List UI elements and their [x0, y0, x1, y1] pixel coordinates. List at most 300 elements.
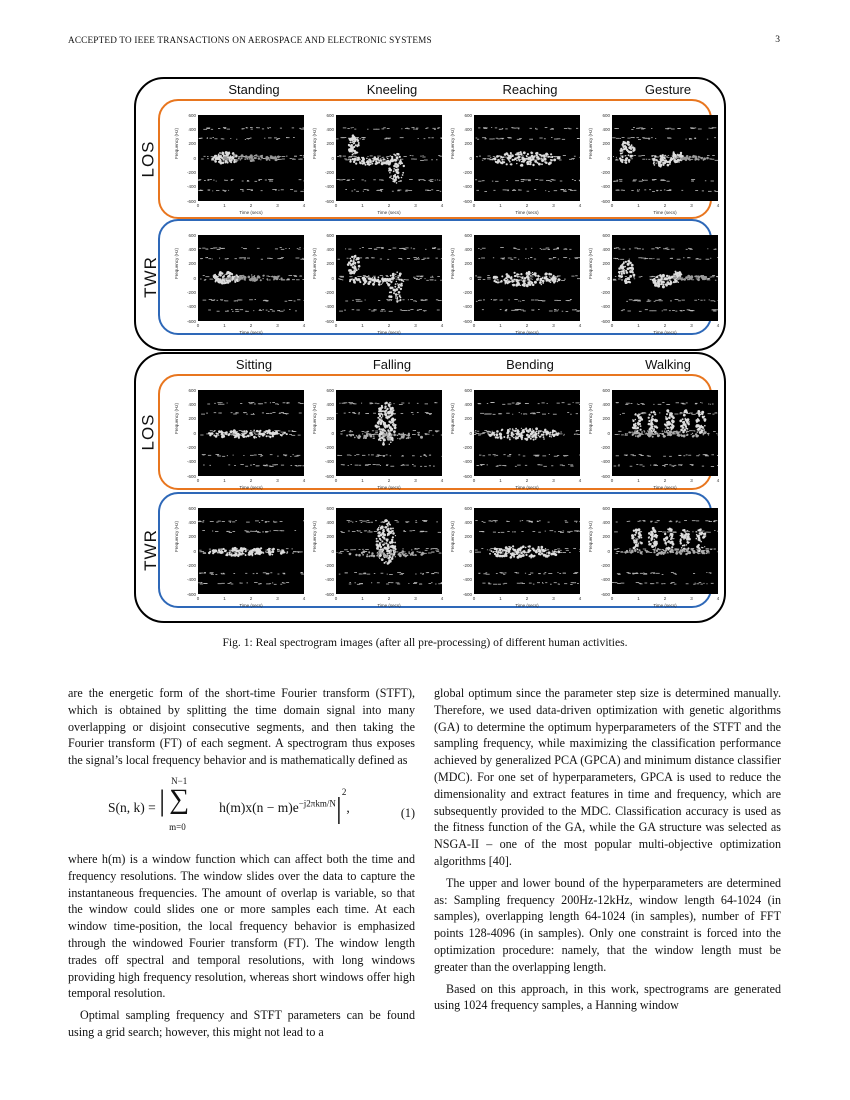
x-axis-label: Time (secs): [239, 485, 263, 490]
x-tick-label: 2: [663, 323, 667, 328]
x-tick-label: 0: [472, 323, 476, 328]
y-axis-label: Frequency (Hz): [588, 402, 593, 434]
y-tick-label: -600: [324, 318, 334, 324]
x-tick-label: 0: [472, 596, 476, 601]
x-tick-label: 4: [302, 323, 306, 328]
x-tick-label: 4: [440, 203, 444, 208]
y-tick-label: 400: [464, 401, 472, 407]
y-tick-label: 0: [193, 430, 196, 436]
y-tick-label: 600: [326, 112, 334, 118]
x-tick-label: 0: [334, 323, 338, 328]
y-tick-label: -200: [600, 169, 610, 175]
y-axis-ticks: [322, 387, 334, 479]
y-tick-label: 400: [602, 126, 610, 132]
y-tick-label: -400: [324, 459, 334, 465]
y-tick-label: -400: [324, 577, 334, 583]
y-axis-label: Frequency (Hz): [174, 520, 179, 552]
spectrogram-plot: [174, 505, 306, 608]
equation-power: 2: [341, 786, 347, 797]
x-tick-label: 2: [525, 478, 529, 483]
x-tick-label: 2: [249, 478, 253, 483]
y-axis-label: Frequency (Hz): [312, 520, 317, 552]
y-tick-label: -200: [462, 289, 472, 295]
y-tick-label: -200: [462, 562, 472, 568]
x-tick-label: 2: [249, 203, 253, 208]
y-tick-label: 600: [188, 232, 196, 238]
x-tick-label: 0: [334, 203, 338, 208]
y-tick-label: 400: [326, 401, 334, 407]
x-tick-label: 3: [414, 203, 417, 208]
sum-upper: N−1: [171, 775, 188, 786]
y-axis-ticks: [460, 112, 472, 204]
x-axis-ticks: [198, 596, 304, 602]
y-tick-label: 0: [331, 275, 334, 281]
x-axis-label: Time (secs): [377, 485, 401, 490]
y-tick-label: 200: [326, 534, 334, 540]
y-tick-label: 0: [607, 430, 610, 436]
x-tick-label: 4: [716, 478, 720, 483]
x-tick-label: 1: [223, 478, 226, 483]
y-tick-label: 400: [326, 519, 334, 525]
x-tick-label: 1: [223, 596, 226, 601]
y-tick-label: -600: [186, 591, 196, 597]
y-tick-label: 400: [188, 401, 196, 407]
x-tick-label: 0: [472, 203, 476, 208]
twr-row: [140, 492, 720, 608]
y-axis-label: Frequency (Hz): [312, 127, 317, 159]
y-tick-label: 0: [607, 275, 610, 281]
y-tick-label: -200: [186, 562, 196, 568]
y-tick-label: 200: [326, 141, 334, 147]
y-tick-label: -400: [462, 184, 472, 190]
spectrogram-plot: [450, 232, 582, 335]
y-tick-label: 200: [602, 141, 610, 147]
x-tick-label: 3: [552, 478, 555, 483]
activity-title: Sitting: [235, 357, 273, 372]
x-tick-label: 1: [499, 203, 502, 208]
y-tick-label: 0: [469, 430, 472, 436]
y-axis-ticks: [322, 505, 334, 597]
y-axis-label: Frequency (Hz): [312, 247, 317, 279]
x-tick-label: 4: [302, 203, 306, 208]
y-tick-label: 0: [331, 548, 334, 554]
y-tick-label: -600: [462, 591, 472, 597]
spectrogram-plot: [588, 387, 720, 490]
paragraph: Based on this approach, in this work, spectrograms are generated using 1024 frequency samples, a Hanning window: [434, 981, 781, 1013]
y-tick-label: -600: [462, 198, 472, 204]
y-tick-label: 600: [188, 112, 196, 118]
y-tick-label: -600: [462, 318, 472, 324]
y-tick-label: 200: [326, 416, 334, 422]
page-number: 3: [775, 35, 780, 45]
activity-title: Gesture: [644, 82, 692, 97]
y-axis-ticks: [460, 505, 472, 597]
y-axis-label: Frequency (Hz): [174, 402, 179, 434]
sum-lower: m=0: [169, 821, 186, 832]
activity-title: Kneeling: [366, 82, 418, 97]
spectrogram-plot: [312, 112, 444, 215]
x-tick-label: 1: [499, 596, 502, 601]
figure-caption: Fig. 1: Real spectrogram images (after all pre-processing) of different human activities.: [222, 636, 628, 649]
x-tick-label: 3: [552, 596, 555, 601]
los-label: LOS: [138, 140, 158, 178]
x-axis-label: Time (secs): [239, 603, 263, 608]
x-axis-ticks: [336, 478, 442, 484]
y-axis-label: Frequency (Hz): [588, 247, 593, 279]
y-tick-label: 0: [193, 155, 196, 161]
x-axis-label: Time (secs): [515, 210, 539, 215]
x-tick-label: 1: [223, 203, 226, 208]
y-tick-label: 400: [188, 246, 196, 252]
x-tick-label: 1: [499, 478, 502, 483]
y-tick-label: -400: [462, 459, 472, 465]
x-tick-label: 1: [361, 323, 364, 328]
y-tick-label: 400: [464, 519, 472, 525]
y-tick-label: 0: [331, 430, 334, 436]
y-tick-label: 200: [602, 416, 610, 422]
activity-title: Falling: [372, 357, 412, 372]
x-tick-label: 2: [525, 203, 529, 208]
y-tick-label: 200: [464, 416, 472, 422]
equation-number: (1): [400, 805, 415, 820]
paragraph: The upper and lower bound of the hyperparameters are determined as: Sampling frequency 200Hz-12kHz, window length 64-1024 (in samples), overlapping length 64-1024 (in samples), number of FFT points 128-4096 (in samples). Only one constraint is forced into the optimization procedure: namely, that the window length must be greater than the overlapping length.: [434, 875, 781, 974]
y-tick-label: -400: [186, 184, 196, 190]
y-axis-label: Frequency (Hz): [588, 127, 593, 159]
y-tick-label: 200: [602, 261, 610, 267]
y-tick-label: 600: [464, 387, 472, 393]
y-axis-ticks: [184, 232, 196, 324]
x-tick-label: 2: [525, 596, 529, 601]
x-axis-label: Time (secs): [653, 603, 677, 608]
y-tick-label: 0: [193, 275, 196, 281]
spectrogram-plot: [450, 505, 582, 608]
x-tick-label: 0: [334, 596, 338, 601]
x-tick-label: 2: [387, 203, 391, 208]
x-axis-ticks: [612, 478, 718, 484]
y-tick-label: 200: [464, 534, 472, 540]
x-axis-ticks: [474, 203, 580, 209]
x-axis-ticks: [336, 203, 442, 209]
y-tick-label: 600: [602, 232, 610, 238]
y-axis-ticks: [322, 232, 334, 324]
x-tick-label: 0: [472, 478, 476, 483]
y-tick-label: -400: [186, 459, 196, 465]
x-tick-label: 3: [414, 478, 417, 483]
x-tick-label: 0: [610, 203, 614, 208]
x-axis-ticks: [612, 596, 718, 602]
figure-group-2: [134, 352, 726, 623]
x-axis-label: Time (secs): [377, 210, 401, 215]
x-tick-label: 1: [637, 596, 640, 601]
y-tick-label: 400: [188, 126, 196, 132]
x-tick-label: 3: [276, 203, 279, 208]
x-tick-label: 3: [276, 596, 279, 601]
x-axis-label: Time (secs): [515, 330, 539, 335]
y-tick-label: -600: [186, 318, 196, 324]
spectrogram-plot: [312, 505, 444, 608]
y-tick-label: -200: [324, 289, 334, 295]
x-tick-label: 0: [610, 323, 614, 328]
activity-title: Walking: [645, 357, 691, 372]
y-axis-label: Frequency (Hz): [312, 402, 317, 434]
y-tick-label: -400: [462, 304, 472, 310]
y-tick-label: -600: [324, 198, 334, 204]
spectrogram-plot: [450, 387, 582, 490]
x-tick-label: 1: [361, 478, 364, 483]
activity-title: Reaching: [502, 82, 558, 97]
x-tick-label: 3: [414, 323, 417, 328]
y-tick-label: 200: [326, 261, 334, 267]
y-axis-ticks: [322, 112, 334, 204]
y-tick-label: 400: [464, 246, 472, 252]
y-axis-label: Frequency (Hz): [174, 127, 179, 159]
y-tick-label: 600: [188, 387, 196, 393]
y-tick-label: 600: [326, 232, 334, 238]
x-tick-label: 4: [302, 596, 306, 601]
x-tick-label: 2: [387, 596, 391, 601]
activity-title: Bending: [506, 357, 554, 372]
x-tick-label: 4: [716, 596, 720, 601]
x-tick-label: 0: [196, 478, 200, 483]
x-axis-ticks: [198, 323, 304, 329]
x-axis-ticks: [198, 203, 304, 209]
x-axis-label: Time (secs): [653, 485, 677, 490]
y-tick-label: -200: [600, 562, 610, 568]
x-tick-label: 1: [637, 478, 640, 483]
y-tick-label: -600: [600, 473, 610, 479]
x-tick-label: 4: [578, 596, 582, 601]
y-tick-label: 0: [607, 548, 610, 554]
y-tick-label: -400: [324, 304, 334, 310]
y-axis-ticks: [598, 112, 610, 204]
x-tick-label: 0: [196, 323, 200, 328]
x-tick-label: 1: [637, 203, 640, 208]
y-tick-label: 0: [193, 548, 196, 554]
paragraph: where h(m) is a window function which can affect both the time and frequency resolutions. The window slides over the data to capture the instantaneous frequencies. The amount of overlap is variable, so that the window could slides one or more samples each time. At each window time-position, the local frequency behavior is emphasized through the windowed Fourier transform (FT). The window length trades off spectral and temporal resolutions, with long windows providing high frequency resolution, whereas short windows offer high temporal resolution.: [68, 851, 415, 1001]
paragraph: Optimal sampling frequency and STFT parameters can be found using a grid search; however, this might not lead to a: [68, 1008, 415, 1039]
x-tick-label: 1: [223, 323, 226, 328]
x-tick-label: 3: [690, 203, 693, 208]
x-tick-label: 4: [440, 323, 444, 328]
x-tick-label: 3: [276, 478, 279, 483]
y-axis-ticks: [598, 232, 610, 324]
y-tick-label: 0: [469, 548, 472, 554]
y-tick-label: 600: [464, 232, 472, 238]
y-axis-ticks: [184, 387, 196, 479]
y-tick-label: -400: [600, 577, 610, 583]
x-tick-label: 4: [716, 323, 720, 328]
x-axis-label: Time (secs): [653, 330, 677, 335]
x-axis-ticks: [336, 596, 442, 602]
x-axis-label: Time (secs): [515, 603, 539, 608]
x-axis-ticks: [198, 478, 304, 484]
y-tick-label: -600: [186, 473, 196, 479]
x-tick-label: 0: [610, 478, 614, 483]
y-tick-label: 400: [602, 401, 610, 407]
y-tick-label: 400: [188, 519, 196, 525]
y-tick-label: -400: [186, 304, 196, 310]
y-tick-label: 200: [464, 141, 472, 147]
y-axis-ticks: [184, 112, 196, 204]
figure-group-1: [134, 77, 726, 351]
spectrogram-plot: [588, 505, 720, 608]
y-tick-label: 600: [326, 505, 334, 511]
los-row: [138, 374, 720, 490]
x-axis-label: Time (secs): [239, 330, 263, 335]
paragraph: global optimum since the parameter step size is determined manually. Therefore, we used data-driven optimization with genetic algorithms (GA) to determine the optimum hyperparameters of the STFT and the sampling frequency, while maximizing the classification performance achieved by generalized PCA (GPCA) and minimum distance classifier (MDC). For one set of hyperparameters, GPCA is used to reduce the dimensionality and extract features in time and frequency, which are subsequently provided to the MDC. Classification accuracy is used as the fitness function of the GA, while the GA structure was selected as NSGA-II – one of the most popular multi-objective optimization algorithms [40].: [434, 686, 781, 868]
y-tick-label: 600: [602, 112, 610, 118]
y-axis-label: Frequency (Hz): [450, 247, 455, 279]
twr-row: [140, 219, 720, 335]
los-label: LOS: [138, 413, 158, 451]
y-tick-label: 600: [464, 505, 472, 511]
y-tick-label: 600: [602, 505, 610, 511]
left-column: [68, 685, 415, 1041]
y-tick-label: -200: [324, 562, 334, 568]
y-tick-label: 200: [188, 141, 196, 147]
x-axis-label: Time (secs): [515, 485, 539, 490]
x-tick-label: 0: [196, 203, 200, 208]
x-tick-label: 4: [716, 203, 720, 208]
equation-exponent: −j2πkm/N: [298, 798, 336, 809]
y-axis-label: Frequency (Hz): [450, 127, 455, 159]
x-tick-label: 2: [249, 323, 253, 328]
y-tick-label: 200: [188, 534, 196, 540]
y-tick-label: -400: [600, 304, 610, 310]
x-tick-label: 1: [637, 323, 640, 328]
y-tick-label: 0: [331, 155, 334, 161]
y-tick-label: 400: [326, 246, 334, 252]
y-tick-label: 400: [464, 126, 472, 132]
y-tick-label: 0: [607, 155, 610, 161]
spectrogram-plot: [312, 387, 444, 490]
x-axis-ticks: [474, 323, 580, 329]
y-tick-label: 400: [326, 126, 334, 132]
x-axis-ticks: [474, 596, 580, 602]
x-axis-ticks: [336, 323, 442, 329]
x-tick-label: 4: [440, 478, 444, 483]
twr-label: TWR: [140, 256, 160, 298]
y-tick-label: 600: [464, 112, 472, 118]
x-tick-label: 4: [578, 478, 582, 483]
x-tick-label: 0: [196, 596, 200, 601]
y-tick-label: -400: [186, 577, 196, 583]
y-axis-label: Frequency (Hz): [174, 247, 179, 279]
x-tick-label: 3: [690, 596, 693, 601]
y-tick-label: 200: [602, 534, 610, 540]
spectrogram-plot: [174, 232, 306, 335]
x-axis-label: Time (secs): [653, 210, 677, 215]
y-axis-label: Frequency (Hz): [588, 520, 593, 552]
equation-lhs: S(n, k) =: [108, 800, 156, 816]
y-axis-label: Frequency (Hz): [450, 402, 455, 434]
x-tick-label: 3: [414, 596, 417, 601]
twr-label: TWR: [140, 529, 160, 571]
y-axis-label: Frequency (Hz): [450, 520, 455, 552]
x-tick-label: 0: [334, 478, 338, 483]
activity-title: Standing: [228, 82, 280, 97]
x-tick-label: 4: [578, 203, 582, 208]
y-tick-label: 400: [602, 519, 610, 525]
x-axis-label: Time (secs): [377, 603, 401, 608]
y-tick-label: -200: [186, 169, 196, 175]
x-tick-label: 2: [525, 323, 529, 328]
y-tick-label: -600: [324, 473, 334, 479]
y-tick-label: -200: [600, 289, 610, 295]
x-axis-label: Time (secs): [239, 210, 263, 215]
x-tick-label: 2: [387, 478, 391, 483]
y-tick-label: -200: [462, 169, 472, 175]
y-axis-ticks: [598, 505, 610, 597]
x-tick-label: 2: [663, 596, 667, 601]
x-tick-label: 3: [276, 323, 279, 328]
x-tick-label: 4: [578, 323, 582, 328]
x-axis-label: Time (secs): [377, 330, 401, 335]
y-tick-label: -400: [600, 459, 610, 465]
running-header: ACCEPTED TO IEEE TRANSACTIONS ON AEROSPACE AND ELECTRONIC SYSTEMS: [68, 35, 432, 45]
y-tick-label: -200: [186, 444, 196, 450]
x-tick-label: 4: [302, 478, 306, 483]
y-tick-label: -400: [462, 577, 472, 583]
y-tick-label: -200: [324, 444, 334, 450]
spectrogram-plot: [174, 112, 306, 215]
y-tick-label: -600: [600, 198, 610, 204]
y-tick-label: -200: [600, 444, 610, 450]
equation-1: S(n, k) = | N−1 ∑ m=0 $h(m)x(n - m)e^{-j2\pi km/N}|^2$, (1): [68, 775, 415, 847]
x-tick-label: 1: [499, 323, 502, 328]
y-tick-label: 200: [188, 416, 196, 422]
x-tick-label: 2: [387, 323, 391, 328]
x-tick-label: 0: [610, 596, 614, 601]
x-tick-label: 2: [663, 203, 667, 208]
y-tick-label: -200: [186, 289, 196, 295]
x-tick-label: 3: [552, 203, 555, 208]
x-tick-label: 4: [440, 596, 444, 601]
right-column: [434, 685, 781, 1014]
y-tick-label: -200: [324, 169, 334, 175]
y-tick-label: 0: [469, 275, 472, 281]
y-tick-label: -600: [600, 591, 610, 597]
y-tick-label: 200: [188, 261, 196, 267]
y-tick-label: -400: [324, 184, 334, 190]
y-tick-label: -600: [462, 473, 472, 479]
y-axis-ticks: [460, 387, 472, 479]
equation-term: h(m)x(n − m)e: [219, 800, 299, 816]
x-tick-label: 3: [690, 323, 693, 328]
spectrogram-plot: [450, 112, 582, 215]
x-tick-label: 2: [249, 596, 253, 601]
y-tick-label: 0: [469, 155, 472, 161]
y-tick-label: 600: [602, 387, 610, 393]
x-tick-label: 3: [552, 323, 555, 328]
x-tick-label: 1: [361, 596, 364, 601]
y-tick-label: -200: [462, 444, 472, 450]
x-tick-label: 2: [663, 478, 667, 483]
spectrogram-plot: [174, 387, 306, 490]
y-tick-label: -600: [324, 591, 334, 597]
y-tick-label: 600: [188, 505, 196, 511]
los-row: [138, 99, 720, 219]
y-axis-ticks: [460, 232, 472, 324]
y-axis-ticks: [184, 505, 196, 597]
y-tick-label: 600: [326, 387, 334, 393]
y-tick-label: -600: [186, 198, 196, 204]
paragraph: are the energetic form of the short-time Fourier transform (STFT), which is obtained by splitting the time domain signal into many overlapping or disjoint consecutive segments, and then taking the Fourier transform (FT) of each segment. A spectrogram thus exposes the signal’s local frequency behavior and is mathematically defined as: [68, 686, 415, 768]
spectrogram-plot: [312, 232, 444, 335]
x-tick-label: 3: [690, 478, 693, 483]
spectrogram-plot: [588, 232, 720, 335]
y-axis-ticks: [598, 387, 610, 479]
